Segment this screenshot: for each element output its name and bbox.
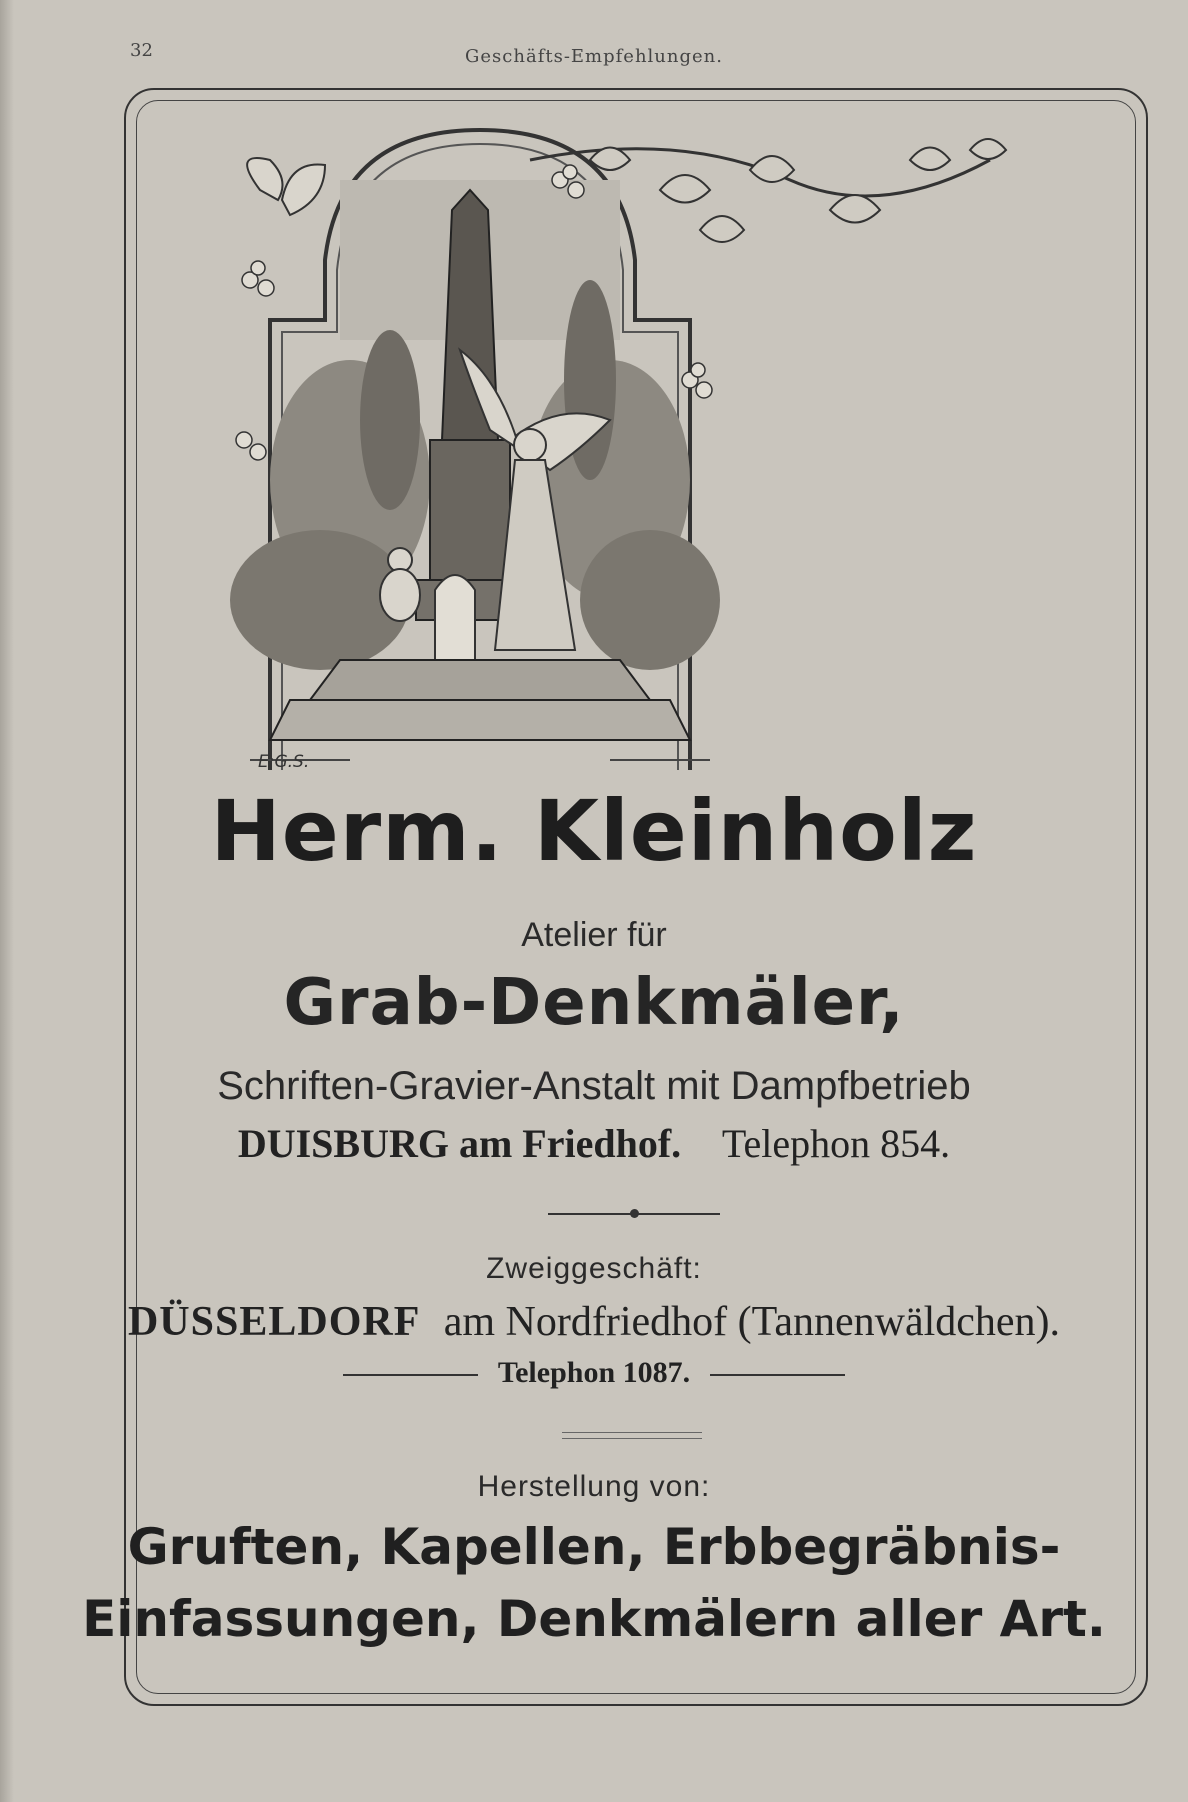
products-line-1: Gruften, Kapellen, Erbbegräbnis- — [127, 1518, 1061, 1576]
branch-row — [0, 1296, 1188, 1346]
divider-ornament — [630, 1209, 639, 1218]
headquarters-city: DUISBURG am Friedhof. — [237, 1121, 682, 1166]
atelier-line: Atelier für — [521, 916, 667, 954]
headquarters-row — [0, 1120, 1188, 1167]
running-head: Geschäfts-Empfehlungen. — [465, 46, 723, 67]
grave-monument-angel-illustration — [230, 120, 1130, 780]
branch-city: DÜSSELDORF — [127, 1299, 421, 1345]
page-number: 32 — [130, 40, 153, 61]
products-line-2: Einfassungen, Denkmälern aller Art. — [82, 1590, 1106, 1648]
production-label: Herstellung von: — [477, 1470, 711, 1503]
branch-label: Zweiggeschäft: — [486, 1252, 702, 1285]
branch-address: am Nordfriedhof (Tannenwäldchen). — [443, 1299, 1061, 1345]
company-name: Herm. Kleinholz — [210, 782, 978, 880]
headquarters-phone: Telephon 854. — [721, 1121, 951, 1166]
illustrator-initials: E:G.S. — [258, 752, 310, 772]
specialty-heading: Grab-Denkmäler, — [283, 966, 905, 1040]
rule-right — [710, 1374, 845, 1376]
page-header — [0, 40, 1188, 70]
section-divider-double-top — [562, 1432, 702, 1433]
branch-phone: Telephon 1087. — [497, 1356, 691, 1389]
branch-phone-row — [0, 1356, 1188, 1390]
section-divider-double-bottom — [562, 1438, 702, 1439]
workshop-line: Schriften-Gravier-Anstalt mit Dampfbetrieb — [217, 1064, 971, 1108]
rule-left — [343, 1374, 478, 1376]
